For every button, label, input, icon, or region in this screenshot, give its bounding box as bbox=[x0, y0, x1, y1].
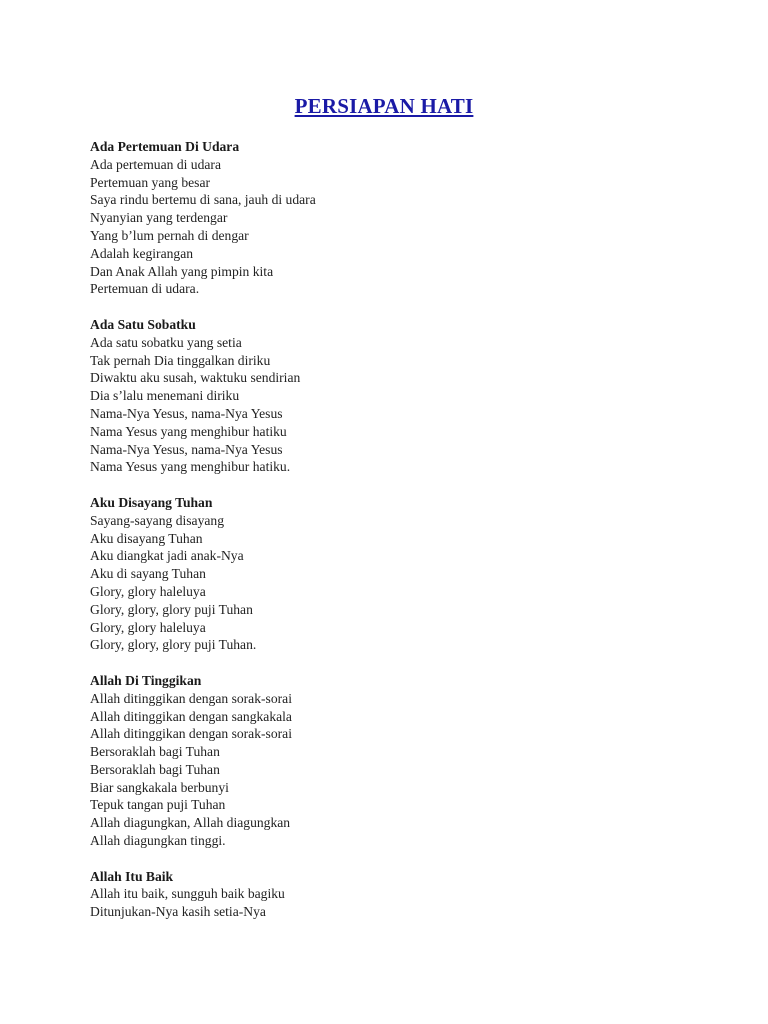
lyric-line: Glory, glory, glory puji Tuhan bbox=[90, 601, 253, 617]
lyric-line: Allah ditinggikan dengan sorak-sorai bbox=[90, 726, 292, 742]
document-title bbox=[0, 94, 768, 119]
lyric-line: Yang b’lum pernah di dengar bbox=[90, 227, 249, 243]
lyric-line: Sayang-sayang disayang bbox=[90, 512, 225, 528]
lyric-line: Ditunjukan-Nya kasih setia-Nya bbox=[90, 904, 266, 920]
songs-list bbox=[90, 138, 690, 939]
lyric-line: Nama Yesus yang menghibur hatiku bbox=[90, 423, 287, 439]
song-title: Aku Disayang Tuhan bbox=[90, 494, 213, 510]
song-section bbox=[90, 316, 690, 476]
lyric-line: Nama-Nya Yesus, nama-Nya Yesus bbox=[90, 405, 283, 421]
lyric-line: Dan Anak Allah yang pimpin kita bbox=[90, 263, 274, 279]
lyric-line: Aku diangkat jadi anak-Nya bbox=[90, 548, 244, 564]
lyric-line: Dia s’lalu menemani diriku bbox=[90, 388, 240, 404]
lyric-line: Glory, glory haleluya bbox=[90, 619, 206, 635]
lyric-line: Pertemuan di udara. bbox=[90, 281, 200, 297]
lyric-line: Diwaktu aku susah, waktuku sendirian bbox=[90, 370, 301, 386]
song-section bbox=[90, 138, 690, 298]
lyric-line: Bersoraklah bagi Tuhan bbox=[90, 761, 220, 777]
lyric-line: Nama Yesus yang menghibur hatiku. bbox=[90, 459, 291, 475]
lyric-line: Ada satu sobatku yang setia bbox=[90, 334, 242, 350]
lyric-line: Nama-Nya Yesus, nama-Nya Yesus bbox=[90, 441, 283, 457]
song-title: Ada Satu Sobatku bbox=[90, 316, 196, 332]
song-title: Allah Di Tinggikan bbox=[90, 672, 202, 688]
lyric-line: Tak pernah Dia tinggalkan diriku bbox=[90, 352, 271, 368]
lyric-line: Ada pertemuan di udara bbox=[90, 156, 221, 172]
lyric-line: Aku disayang Tuhan bbox=[90, 530, 203, 546]
song-title: Ada Pertemuan Di Udara bbox=[90, 139, 240, 154]
lyric-line: Bersoraklah bagi Tuhan bbox=[90, 744, 220, 760]
lyric-line: Tepuk tangan puji Tuhan bbox=[90, 797, 226, 813]
lyric-line: Glory, glory, glory puji Tuhan. bbox=[90, 637, 257, 653]
lyric-line: Pertemuan yang besar bbox=[90, 174, 211, 190]
lyric-line: Allah ditinggikan dengan sorak-sorai bbox=[90, 690, 292, 706]
song-section bbox=[90, 494, 690, 654]
lyric-line: Allah itu baik, sungguh baik bagiku bbox=[90, 886, 285, 902]
song-section bbox=[90, 868, 690, 921]
lyric-line: Saya rindu bertemu di sana, jauh di udara bbox=[90, 192, 316, 208]
song-section bbox=[90, 672, 690, 850]
lyric-line: Aku di sayang Tuhan bbox=[90, 566, 206, 582]
lyric-line: Glory, glory haleluya bbox=[90, 583, 206, 599]
lyric-line: Adalah kegirangan bbox=[90, 245, 194, 261]
lyric-line: Allah diagungkan, Allah diagungkan bbox=[90, 815, 291, 831]
document-title-text: PERSIAPAN HATI bbox=[294, 94, 474, 118]
lyric-line: Biar sangkakala berbunyi bbox=[90, 779, 229, 795]
song-title: Allah Itu Baik bbox=[90, 868, 174, 884]
lyric-line: Allah diagungkan tinggi. bbox=[90, 833, 226, 849]
lyric-line: Allah ditinggikan dengan sangkakala bbox=[90, 708, 292, 724]
lyric-line: Nyanyian yang terdengar bbox=[90, 210, 228, 226]
